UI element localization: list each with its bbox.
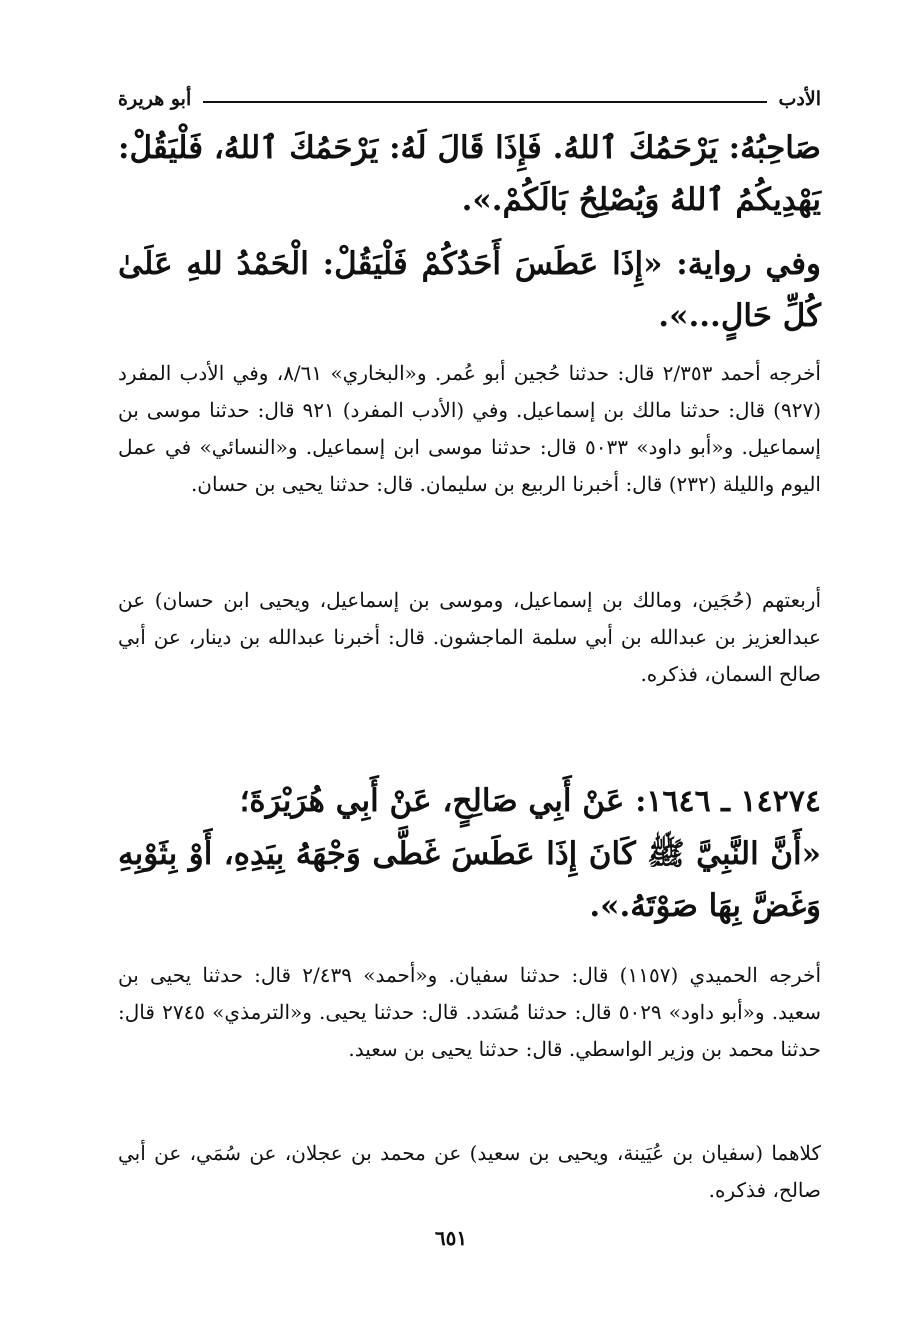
hadith-number: ١٤٢٧٤ ـ ١٦٤٦:	[635, 784, 821, 819]
takhrij2-paragraph-1: أخرجه الحميدي (١١٥٧) قال: حدثنا سفيان. و«أحمد» ٢/٤٣٩ قال: حدثنا يحيى بن سعيد. و«أبو داود» ٥٠٢٩ قال: حدثنا مُسَدد. قال: حدثنا يحيى. و«الترمذي» ٢٧٤٥ قال: حدثنا محمد بن وزير الواسطي. قال: حدثنا يحيى بن سعيد.	[118, 963, 822, 1061]
takhrij2-paragraph-2: كلاهما (سفيان بن عُيَينة، ويحيى بن سعيد) عن محمد بن عجلان، عن سُمَي، عن أبي صالح، فذكره.	[118, 1141, 821, 1202]
hadith-isnad: عَنْ أَبِي صَالِحٍ، عَنْ أَبِي هُرَيْرَةَ؛	[239, 783, 625, 819]
hadith-continuation: صَاحِبُهُ: يَرْحَمُكَ ٱللهُ. فَإِذَا قَالَ لَهُ: يَرْحَمُكَ ٱللهُ، فَلْيَقُلْ: يَهْدِيكُمُ ٱللهُ وَيُصْلِحُ بَالَكُمْ.».	[118, 130, 821, 218]
hadith-1646	[118, 775, 821, 932]
hadith-matn: «أَنَّ النَّبِيَّ ﷺ كَانَ إِذَا عَطَسَ غَطَّى وَجْهَهُ بِيَدِهِ، أَوْ بِثَوْبِهِ وَغَضَّ بِهَا صَوْتَهُ.».	[118, 836, 821, 924]
running-header	[118, 86, 821, 112]
header-rule	[203, 101, 766, 103]
header-section-title: الأدب	[778, 88, 821, 110]
takhrij-paragraph-2: أربعتهم (حُجَين، ومالك بن إسماعيل، وموسى بن إسماعيل، ويحيى ابن حسان) عن عبدالعزيز بن عبدالله بن أبي سلمة الماجشون. قال: أخبرنا عبدالله بن دينار، عن أبي صالح السمان، فذكره.	[118, 588, 821, 686]
hadith-riwaya: وفي رواية: «إِذَا عَطَسَ أَحَدُكُمْ فَلْيَقُلْ: الْحَمْدُ للهِ عَلَىٰ كُلِّ حَالٍ...».	[118, 246, 821, 334]
page-number: ٦٥١	[434, 1226, 468, 1250]
header-narrator: أبو هريرة	[118, 88, 192, 110]
takhrij-paragraph-1: أخرجه أحمد ٢/٣٥٣ قال: حدثنا حُجين أبو عُمر. و«البخاري» ٨/٦١، وفي الأدب المفرد (٩٢٧) قال: حدثنا مالك بن إسماعيل. وفي (الأدب المفرد) ٩٢١ قال: حدثنا موسى بن إسماعيل. و«أبو داود» ٥٠٣٣ قال: حدثنا موسى ابن إسماعيل. و«النسائي» في عمل اليوم والليلة (٢٣٢) قال: أخبرنا الربيع بن سليمان. قال: حدثنا يحيى بن حسان.	[118, 361, 821, 496]
